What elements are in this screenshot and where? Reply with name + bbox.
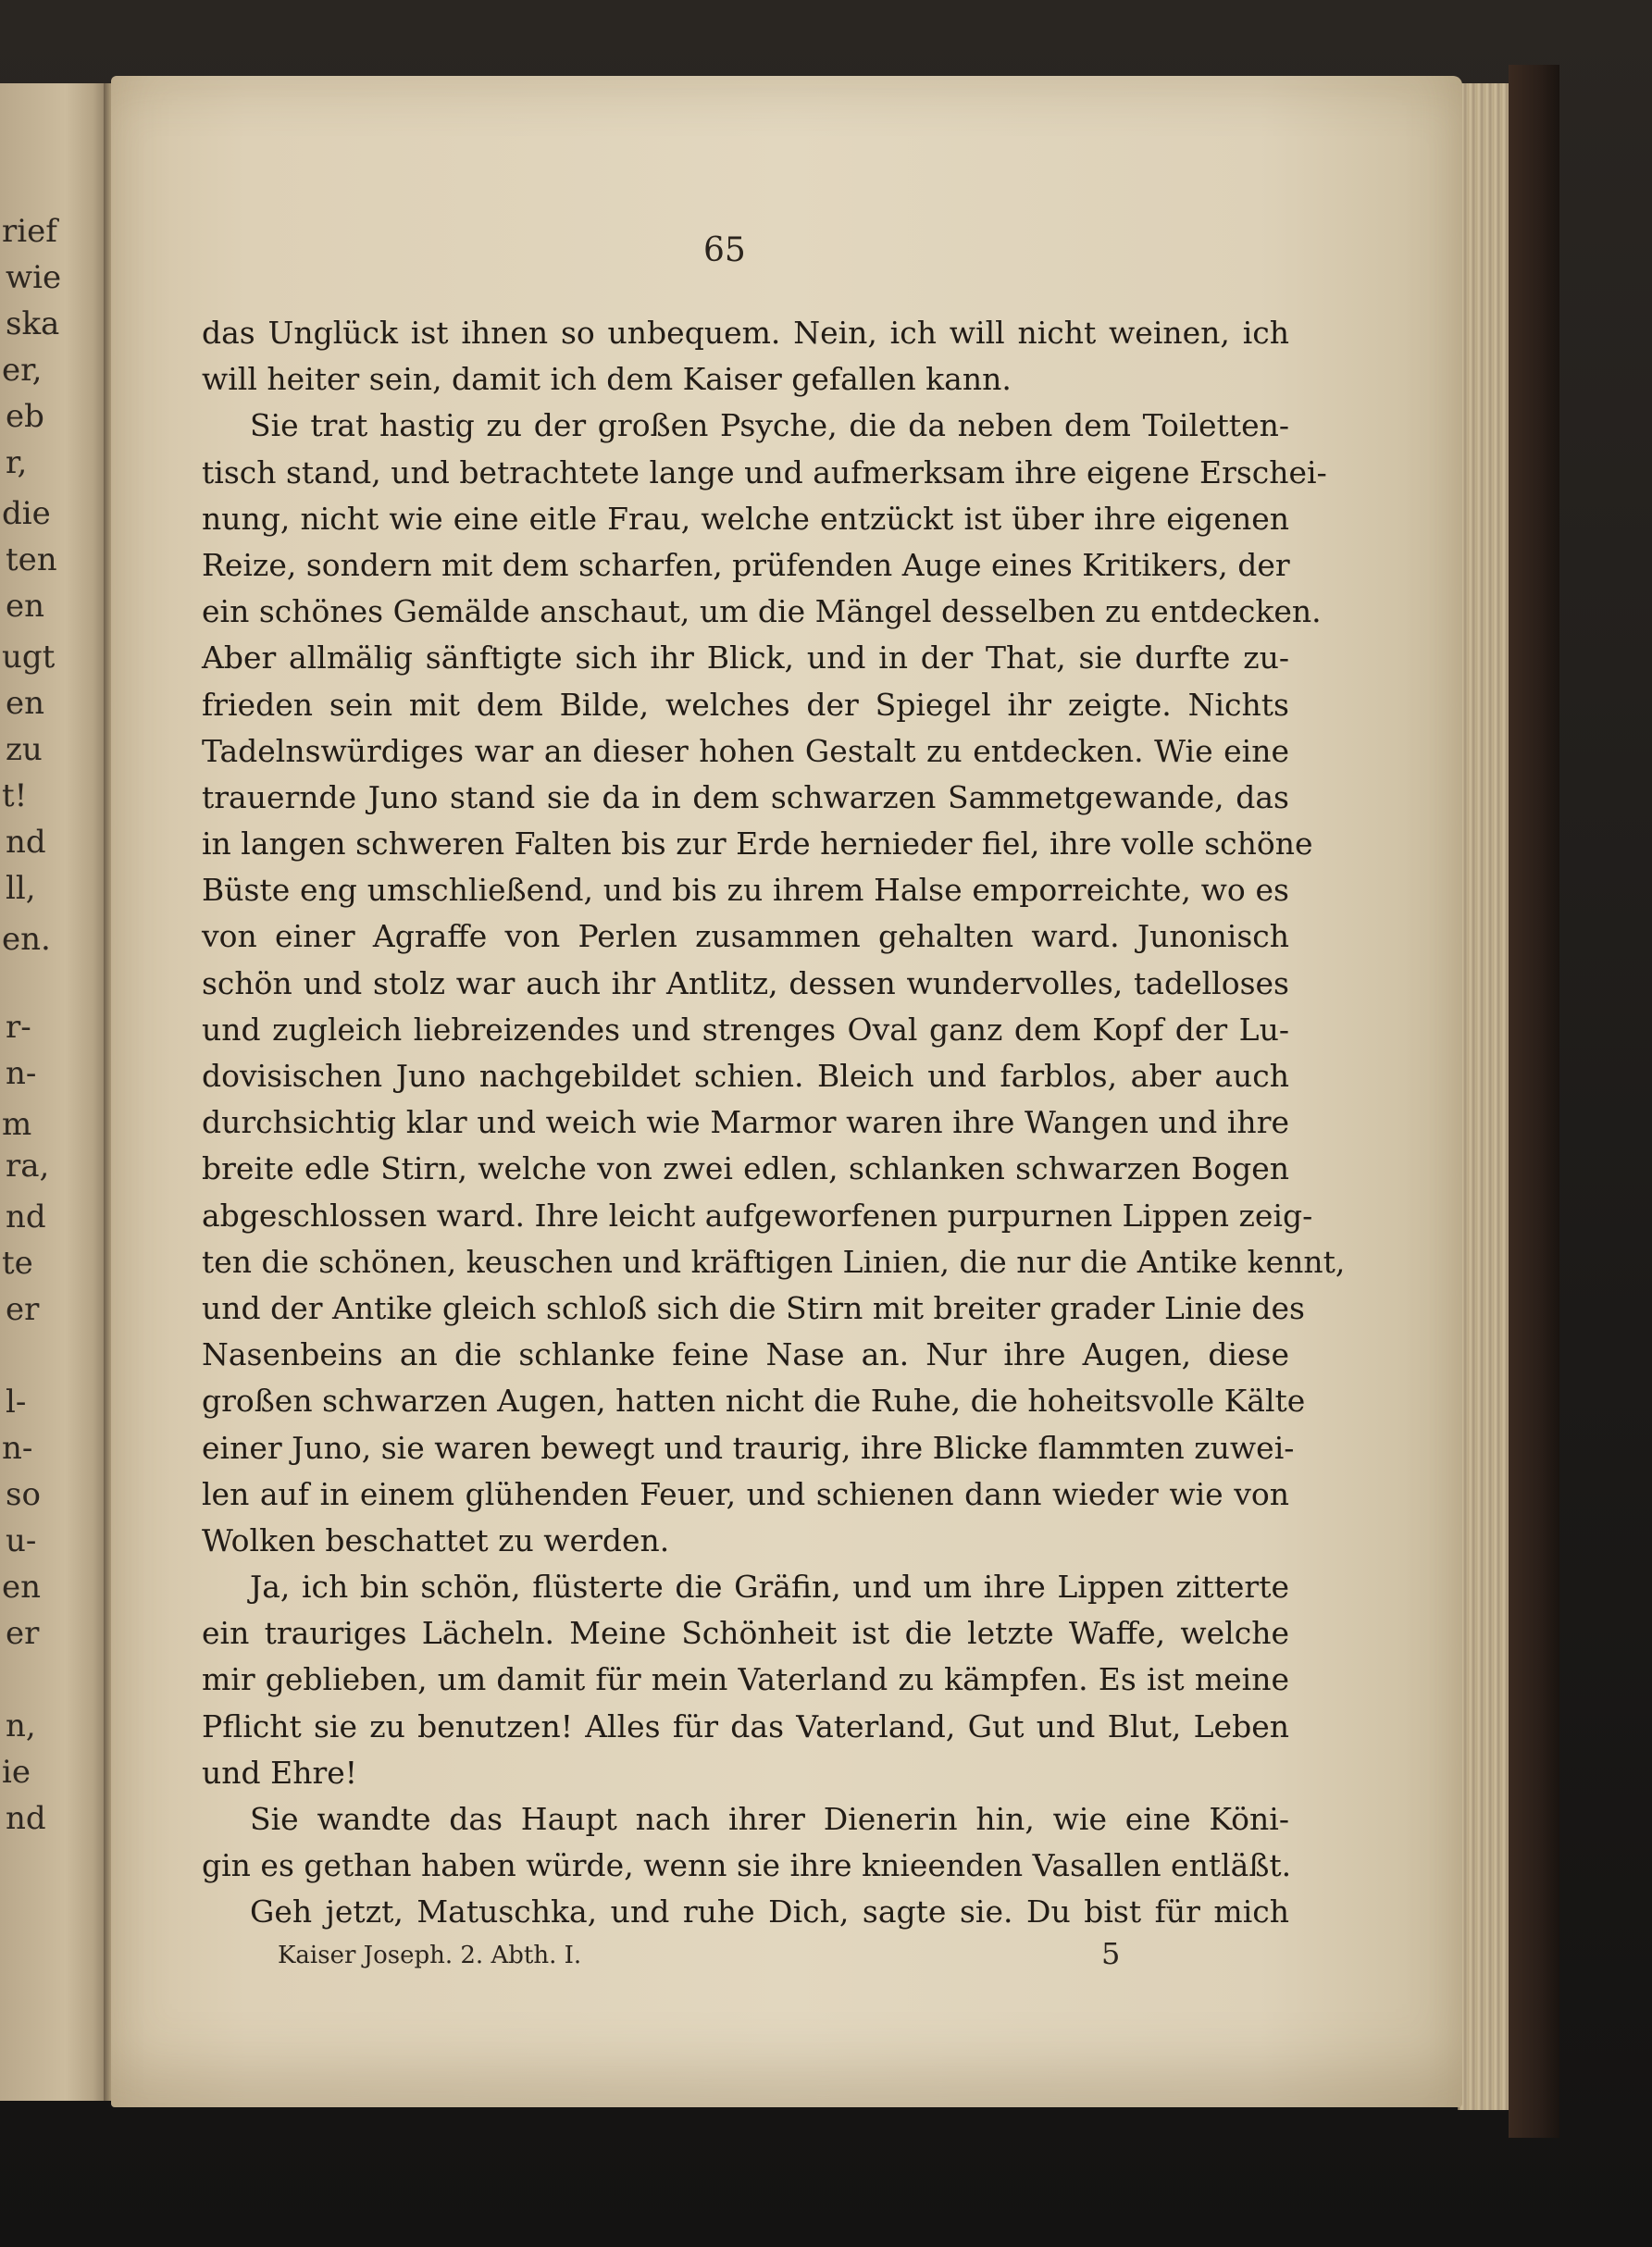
previous-page-fragment: ra,: [6, 1148, 50, 1185]
text-line: großen schwarzen Augen, hatten nicht die Ruhe, die hoheitsvolle Kälte: [202, 1383, 1306, 1420]
previous-page-fragment: wie: [6, 259, 62, 296]
previous-page-fragment: en: [6, 685, 45, 722]
text-line: und zugleich liebreizendes und strenges Oval ganz dem Kopf der Lu-: [202, 1011, 1289, 1048]
text-line: ein trauriges Lächeln. Meine Schönheit ist die letzte Waffe, welche: [202, 1615, 1289, 1652]
previous-page-fragment: n,: [6, 1707, 36, 1744]
previous-page-fragment: ie: [2, 1754, 31, 1791]
text-line: tisch stand, und betrachtete lange und aufmerksam ihre eigene Erschei-: [202, 453, 1327, 490]
text-line: Ja, ich bin schön, flüsterte die Gräfin, und um ihre Lippen zitterte: [250, 1569, 1289, 1606]
text-line: in langen schweren Falten bis zur Erde hernieder fiel, ihre volle schöne: [202, 826, 1313, 863]
text-line: ein schönes Gemälde anschaut, um die Mängel desselben zu entdecken.: [202, 593, 1322, 630]
text-line: will heiter sein, damit ich dem Kaiser gefallen kann.: [202, 361, 1012, 398]
sheet-number: 5: [1101, 1936, 1121, 1971]
text-line: durchsichtig klar und weich wie Marmor waren ihre Wangen und ihre: [202, 1104, 1289, 1141]
text-line: breite edle Stirn, welche von zwei edlen, schlanken schwarzen Bogen: [202, 1150, 1289, 1187]
text-line: und Ehre!: [202, 1754, 358, 1791]
previous-page-fragment: en: [6, 588, 45, 625]
text-line: ten die schönen, keuschen und kräftigen Linien, die nur die Antike kennt,: [202, 1243, 1346, 1280]
previous-page-fragment: r-: [6, 1009, 31, 1046]
text-line: Sie wandte das Haupt nach ihrer Dienerin hin, wie eine Köni-: [250, 1801, 1289, 1837]
previous-page-fragment: so: [6, 1476, 41, 1513]
previous-page-fragment: n-: [6, 1055, 37, 1092]
text-line: frieden sein mit dem Bilde, welches der Spiegel ihr zeigte. Nichts: [202, 686, 1289, 723]
previous-page-fragment: zu: [6, 731, 43, 768]
text-line: trauernde Juno stand sie da in dem schwarzen Sammetgewande, das: [202, 778, 1289, 815]
previous-page-fragment: eb: [6, 398, 44, 435]
previous-page-fragment: m: [2, 1106, 32, 1143]
text-line: und der Antike gleich schloß sich die Stirn mit breiter grader Linie des: [202, 1289, 1305, 1326]
previous-page-fragment: t!: [2, 777, 28, 814]
text-line: Pflicht sie zu benutzen! Alles für das Vaterland, Gut und Blut, Leben: [202, 1707, 1289, 1744]
sheet-signature: Kaiser Joseph. 2. Abth. I.: [278, 1942, 582, 1969]
text-line: Tadelnswürdiges war an dieser hohen Gestalt zu entdecken. Wie eine: [202, 732, 1289, 769]
previous-page-fragment: en.: [2, 921, 51, 958]
text-line: einer Juno, sie waren bewegt und traurig, ihre Blicke flammten zuwei-: [202, 1429, 1295, 1466]
previous-page-fragment: ll,: [6, 870, 36, 907]
previous-page-fragment: rief: [2, 213, 57, 250]
text-line: Nasenbeins an die schlanke feine Nase an. Nur ihre Augen, diese: [202, 1336, 1289, 1373]
text-line: mir geblieben, um damit für mein Vaterland zu kämpfen. Es ist meine: [202, 1661, 1289, 1698]
previous-page-fragment: nd: [6, 1198, 46, 1235]
previous-page-fragment: u-: [6, 1522, 37, 1559]
previous-page-fragment: nd: [6, 1800, 46, 1837]
text-line: Reize, sondern mit dem scharfen, prüfenden Auge eines Kritikers, der: [202, 546, 1290, 583]
previous-page-fragment: r,: [6, 444, 28, 481]
text-line: Wolken beschattet zu werden.: [202, 1521, 670, 1558]
text-line: abgeschlossen ward. Ihre leicht aufgeworfenen purpurnen Lippen zeig-: [202, 1197, 1313, 1234]
body-text: [202, 310, 1346, 1936]
text-line: Büste eng umschließend, und bis zu ihrem Halse emporreichte, wo es: [202, 872, 1289, 909]
text-line: dovisischen Juno nachgebildet schien. Bleich und farblos, aber auch: [202, 1058, 1289, 1094]
text-line: Sie trat hastig zu der großen Psyche, die da neben dem Toiletten-: [250, 407, 1289, 444]
previous-page-fragment: en: [2, 1569, 42, 1606]
text-line: gin es gethan haben würde, wenn sie ihre knieenden Vasallen entläßt.: [202, 1847, 1292, 1884]
previous-page-fragment: er,: [2, 352, 43, 389]
previous-page-fragment: die: [2, 495, 51, 532]
previous-page-edge: [0, 83, 109, 2101]
text-line: nung, nicht wie eine eitle Frau, welche entzückt ist über ihre eigenen: [202, 500, 1289, 537]
book-cover: [1509, 65, 1559, 2138]
previous-page-fragment: nd: [6, 824, 46, 861]
text-line: len auf in einem glühenden Feuer, und schienen dann wieder wie von: [202, 1475, 1289, 1512]
text-line: das Unglück ist ihnen so unbequem. Nein, ich will nicht weinen, ich: [202, 315, 1289, 351]
page-block-edge: [1458, 83, 1515, 2110]
text-line: Geh jetzt, Matuschka, und ruhe Dich, sagte sie. Du bist für mich: [250, 1893, 1289, 1930]
previous-page-fragment: ten: [6, 541, 57, 578]
previous-page-fragment: er: [6, 1291, 40, 1328]
previous-page-fragment: er: [6, 1615, 40, 1652]
previous-page-fragment: te: [2, 1245, 33, 1282]
previous-page-fragment: l-: [6, 1384, 27, 1421]
previous-page-fragment: ska: [6, 305, 60, 342]
text-line: Aber allmälig sänftigte sich ihr Blick, und in der That, sie durfte zu-: [202, 639, 1289, 677]
previous-page-fragment: ugt: [2, 639, 56, 676]
text-line: von einer Agraffe von Perlen zusammen gehalten ward. Junonisch: [202, 918, 1289, 955]
page-number: 65: [703, 231, 746, 269]
previous-page-fragment: n-: [2, 1430, 33, 1467]
text-line: schön und stolz war auch ihr Antlitz, dessen wundervolles, tadelloses: [202, 964, 1289, 1001]
